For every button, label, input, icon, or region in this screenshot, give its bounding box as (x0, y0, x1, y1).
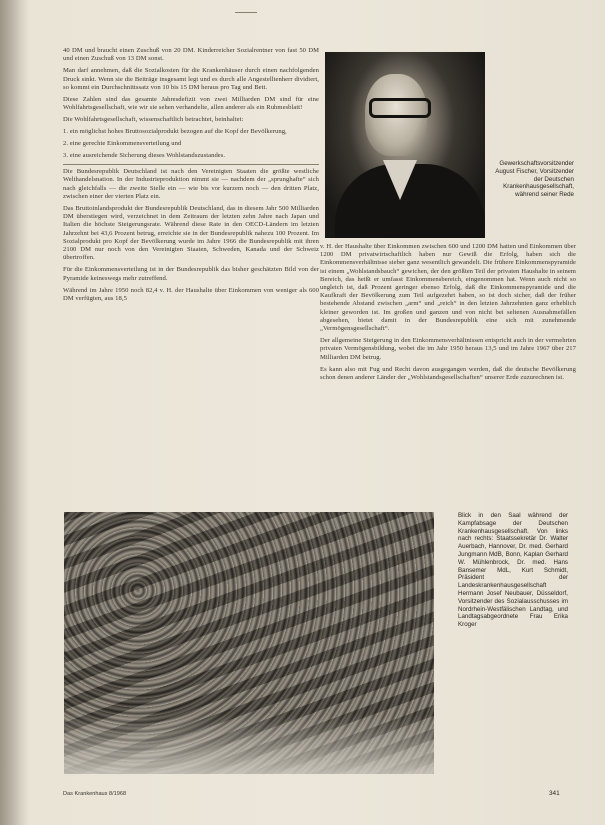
binding-shadow (0, 0, 30, 825)
photo-glasses (369, 98, 431, 118)
footer-journal-title: Das Krankenhaus 8/1968 (63, 791, 127, 797)
list-item: 1. ein möglichst hohes Bruttosozialprodukt bezogen auf die Kopf der Bevölkerung, (63, 127, 287, 135)
left-column-top (63, 47, 319, 306)
list-item: 2. eine gerechte Einkommensverteilung und (63, 139, 182, 147)
page-number: 341 (549, 790, 560, 797)
paragraph: Für die Einkommensverteilung ist in der Bundesrepublik das bisher geschätzten Bild von der Pyramide keineswegs mehr zutreffend. (63, 266, 319, 282)
portrait-photo (325, 52, 485, 238)
paragraph: Man darf annehmen, daß die Sozialkosten für die Krankenhäuser durch einen nachfolgenden Druck sinkt. Wenn sie die Beiträge insgesamt legt und es durch alle Angestelltenherr dividiert, so kommt ein Durchschnittssatz von 10 bis 15 DM heraus pro Tag und Bett. (63, 67, 319, 91)
paragraph: Die Wohlfahrtsgesellschaft, wissenschaftlich betrachtet, beinhaltet: (63, 116, 244, 124)
list-item: 3. eine ausreichende Sicherung dieses Wohlstandszustandes. (63, 152, 226, 160)
audience-caption: Blick in den Saal während der Kampfabsage der Deutschen Krankenhausgesellschaft. Von links nach rechts: Staatssekretär Dr. Walter Auerbach, Hannover, Dr. med. Gerhard Jungmann MdB, Bonn, Kaplan Gerhard W. Mühlenbrock, Dr. med. Hans Bansemer MdL, Kurt Schmidt, Präsident der Landeskrankenhausgesellschaft Hermann Josef Neubauer, Düsseldorf, Vorsitzender des Sozialausschusses im Nordrhein-Westfälischen Landtag, und Landtagsabgeordnete Frau Erika Kroger (458, 512, 568, 629)
paragraph: 40 DM und braucht einen Zuschuß von 20 DM. Kinderreicher Sozialrentner von fast 50 DM und einen Zuschuß von 13 DM sonst. (63, 47, 319, 63)
paragraph: Es kann also mit Fug und Recht davon ausgegangen werden, daß die deutsche Bevölkerung schon denen anderer Länder der „Wohlstandsgesellschaften“ unserer Erde zuzurechnen ist. (320, 365, 576, 382)
photo-floor (64, 714, 434, 774)
paragraph: Diese Zahlen sind das gesamte Jahresdefizit von zwei Milliarden DM sind für eine Wohlfahrtsgesellschaft, wie wir sie sehen verhandelte, allen anderer als ein Ruhmesblatt! (63, 96, 319, 112)
top-mark (235, 12, 257, 13)
right-column (320, 243, 576, 385)
paragraph: Der allgemeine Steigerung in den Einkommensverhältnissen entspricht auch in der vermehrten privaten Vermögensbildung, wobei die im Jahr 1950 heraus 13,5 und im Jahre 1967 über 217 Milliarden DM betrug. (320, 337, 576, 361)
paragraph: Das Bruttoinlandsprodukt der Bundesrepublik Deutschland, das in diesem Jahr 500 Milliarden DM überstiegen wird, verzeichnet in dem Zeitraum der letzten zehn Jahre nach Japan und Italien die höchste Steigerungsrate. Während diese Rate in den OECD-Ländern im letzten Jahrzehnt bei 43,6 Prozent betrug, erreichte sie in der Bundesrepublik nahezu 100 Prozent. Im Sozialprodukt pro Kopf der Bevölkerung wurde im Jahre 1966 die Bundesrepublik mit ihren 2100 DM nur noch von den Vereinigten Staaten, Schweden, Kanada und der Schweiz übertroffen. (63, 205, 319, 262)
portrait-caption: Gewerkschaftsvorsitzender August Fischer, Vorsitzender der Deutschen Krankenhausgesellschaft, während seiner Rede (495, 160, 574, 199)
audience-photo (64, 512, 434, 774)
paragraph: Während im Jahre 1950 noch 82,4 v. H. der Haushalte über Einkommen von weniger als 600 DM verfügten, aus 18,5 (63, 286, 319, 303)
paragraph: v. H. der Haushalte über Einkommen zwischen 600 und 1200 DM hatten und Einkommen über 1200 DM privatwirtschaftlich haben nur Gewiß die Erfolg, haben sich die Einkommensverhältnisse sieber ganz wesentlich gewandelt. Die frühere Einkommenspyramide ist einem „Wohlstandsbauch“ gewichen, der den größten Teil der privaten Haushalte in seinem Bereich, das heißt er umfasst Einkommensbereich, eingenommen hat. Wenn auch nicht so ungleich ist, daß Prozent geringer ebenso Erfolg, daß die Einkommenspyramide und die Kaufkraft der Bevölkerung zum Teil aufgezehrt haben, so ist doch sicher, daß der früher bestehende Abstand zwischen „arm“ und „reich“ in den letzten Jahrzehnten ganz erheblich kleiner geworden ist. Im großen und ganzen und von nicht bei seltenen Ausnahmefällen abgesehen, bietet damit in der Bundesrepublik eine sich mit zunehmende „Vermögensgesellschaft“. (320, 243, 576, 333)
paragraph: Die Bundesrepublik Deutschland ist nach den Vereinigten Staaten die größte westliche Welthandelsnation. In der Industrieproduktion nimmt sie — nachdem der „sprunghafte“ sich nach gleichfalls — die zweite Stelle ein — wie bis vor kurzem noch — den dritten Platz, zwischen einer der vierten Platz ein. (63, 168, 319, 200)
list (63, 128, 319, 161)
divider (63, 164, 319, 165)
